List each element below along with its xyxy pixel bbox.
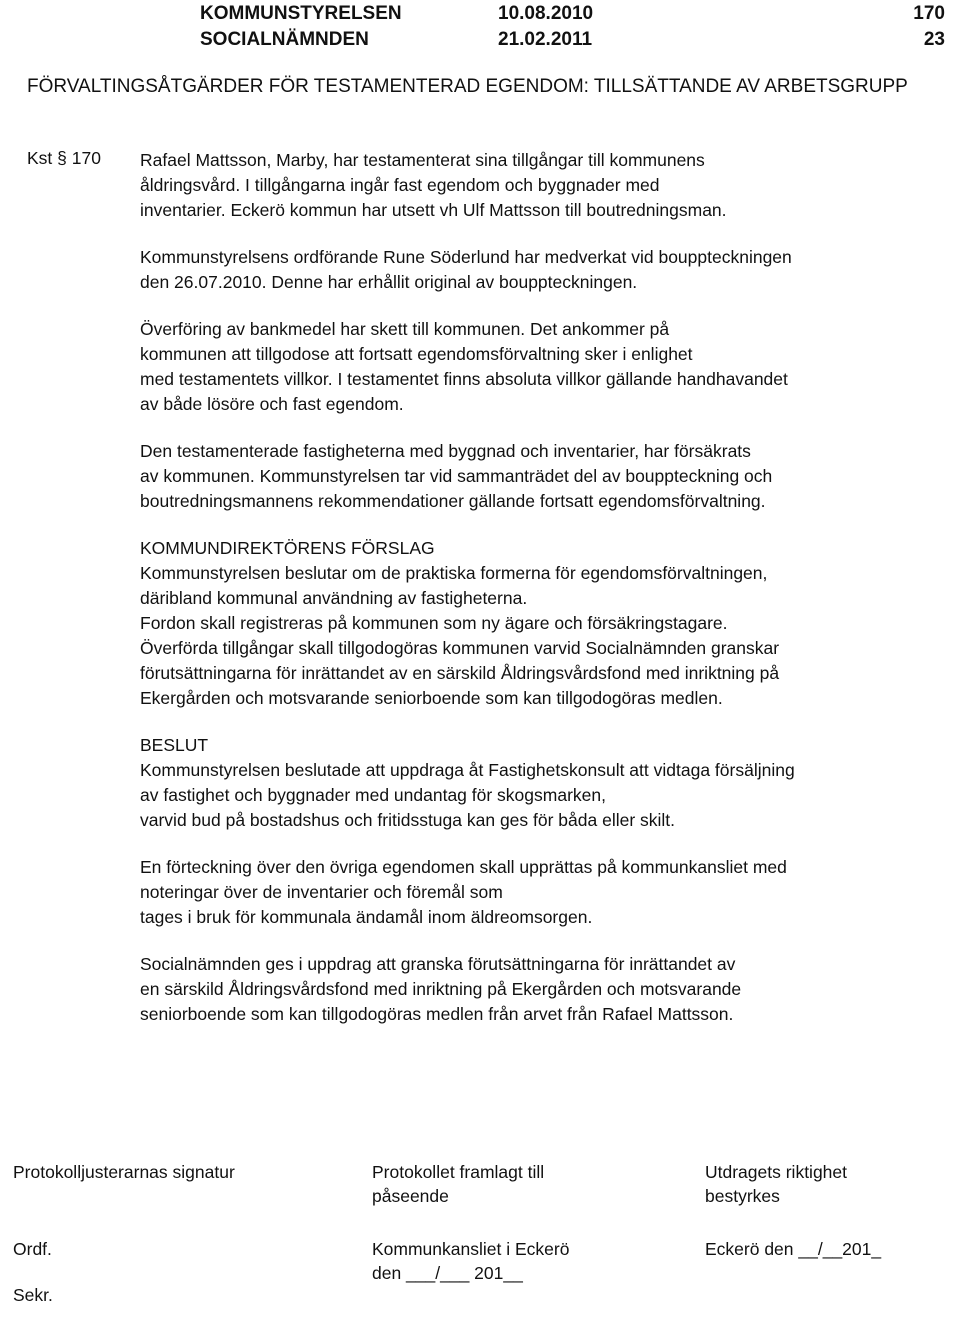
paragraph: Överföring av bankmedel har skett till kommunen. Det ankommer på kommunen att tillgodose att fortsatt egendomsförvaltning sker i enlighet med testamentets villkor. I testamentet finns absoluta villkor gällande handhavandet av både lösöre och fast egendom. bbox=[140, 319, 788, 414]
certified-location-date: Eckerö den __/__201_ bbox=[705, 1239, 882, 1259]
footer-posted-title: Protokollet framlagt till påseende bbox=[372, 1162, 545, 1206]
header-organization: SOCIALNÄMNDEN bbox=[200, 29, 369, 50]
header-page-number: 23 bbox=[923, 29, 945, 50]
section-heading: KOMMUNDIREKTÖRENS FÖRSLAG bbox=[140, 538, 435, 558]
section-heading: BESLUT bbox=[140, 735, 209, 755]
footer-signature-title: Protokolljusterarnas signatur bbox=[13, 1162, 235, 1182]
secretary-label: Sekr. bbox=[13, 1285, 53, 1305]
header-organization: KOMMUNSTYRELSEN bbox=[200, 3, 402, 24]
document-header bbox=[200, 1, 945, 53]
paragraph: Den testamenterade fastigheterna med byggnad och inventarier, har försäkrats av kommunen. Kommunstyrelsen tar vid sammanträdet del av bouppteckning och boutredningsmannens rekommendationer gällande fortsatt egendomsförvaltning. bbox=[140, 441, 773, 511]
header-date: 21.02.2011 bbox=[498, 29, 593, 50]
paragraph: Kommunstyrelsen beslutade att uppdraga åt Fastighetskonsult att vidtaga försäljning av fastighet och byggnader med undantag för skogsmarken, varvid bud på bostadshus och fritidsstuga kan ges för båda eller skilt. bbox=[140, 760, 795, 830]
paragraph: Socialnämnden ges i uppdrag att granska förutsättningarna för inrättandet av en särskild Åldringsvårdsfond med inriktning på Ekergården och motsvarande seniorboende som kan tillgodogöras medlen från arvet från Rafael Mattsson. bbox=[140, 954, 742, 1024]
section-number: Kst § 170 bbox=[27, 148, 101, 168]
document-body bbox=[140, 148, 940, 1049]
header-date: 10.08.2010 bbox=[498, 3, 594, 24]
chairman-label: Ordf. bbox=[13, 1239, 52, 1259]
page-title: FÖRVALTINGSÅTGÄRDER FÖR TESTAMENTERAD EGENDOM: TILLSÄTTANDE AV ARBETSGRUPP bbox=[27, 76, 908, 97]
posted-location-date: Kommunkansliet i Eckerö den ___/___ 201__ bbox=[372, 1239, 570, 1283]
paragraph: Kommunstyrelsens ordförande Rune Söderlund har medverkat vid bouppteckningen den 26.07.2010. Denne har erhållit original av bouppteckningen. bbox=[140, 247, 792, 292]
footer-certified-title: Utdragets riktighet bestyrkes bbox=[705, 1162, 848, 1206]
header-page-number: 170 bbox=[913, 3, 945, 24]
paragraph: En förteckning över den övriga egendomen skall upprättas på kommunkansliet med noteringar över de inventarier och föremål som tages i bruk för kommunala ändamål inom äldreomsorgen. bbox=[140, 857, 787, 927]
paragraph: Rafael Mattsson, Marby, har testamenterat sina tillgångar till kommunens åldringsvård. I tillgångarna ingår fast egendom och byggnader med inventarier. Eckerö kommun har utsett vh Ulf Mattsson till boutredningsman. bbox=[140, 150, 727, 220]
paragraph: Kommunstyrelsen beslutar om de praktiska formerna för egendomsförvaltningen, däribland kommunal användning av fastigheterna. Fordon skall registreras på kommunen som ny ägare och försäkringstagare. Överförda tillgångar skall tillgodogöras kommunen varvid Socialnämnden granskar förutsättningarna för inrättandet av en särskild Åldringsvårdsfond med inriktning på Ekergården och motsvarande seniorboende som kan tillgodogöras medlen. bbox=[140, 563, 780, 708]
